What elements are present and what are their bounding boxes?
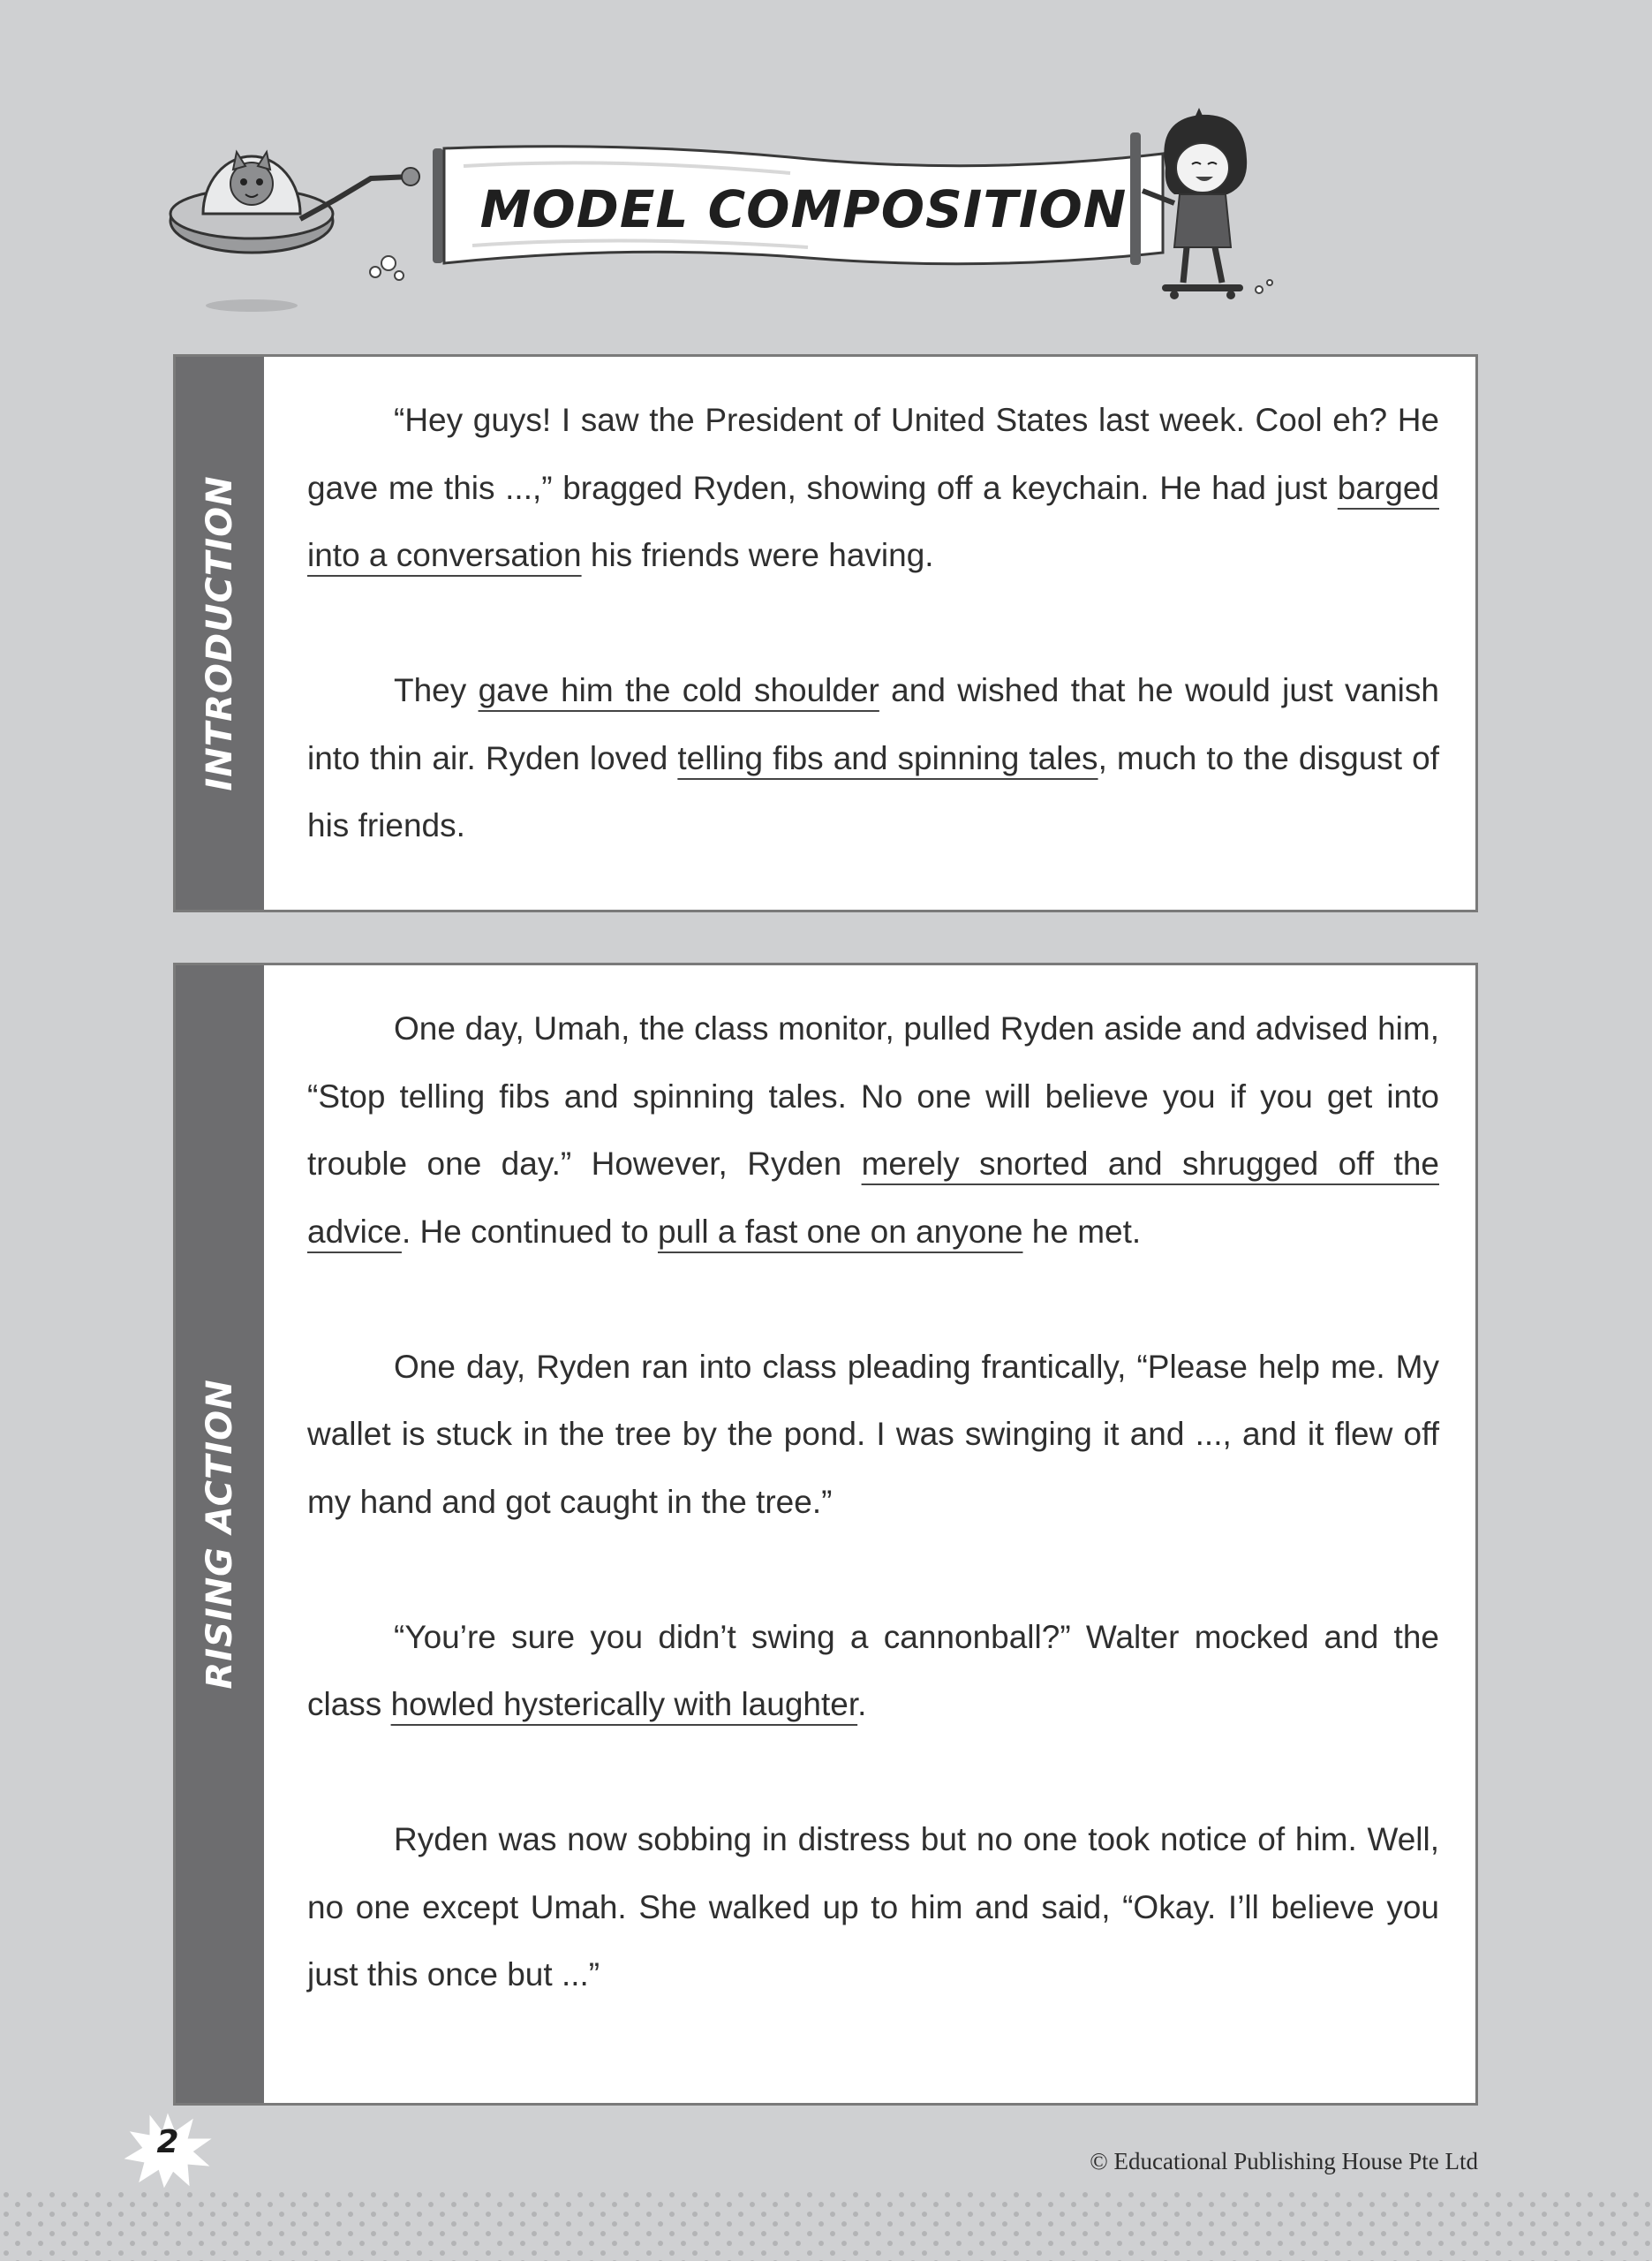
text-run: “You’re sure you didn’t swing a cannonball?” Walter mocked and the class: [307, 1618, 1439, 1722]
text-run: his friends were having.: [581, 537, 934, 573]
section-label: RISING ACTION: [200, 1379, 240, 1690]
text-run: “Hey guys! I saw the President of United States last week. Cool eh? He gave me this ...,” bragged Ryden, showing off a keychain. He had just: [307, 402, 1439, 506]
underlined-phrase: pull a fast one on anyone: [657, 1213, 1023, 1250]
page-number: 2: [156, 2124, 179, 2160]
dotted-footer-pattern: [0, 2189, 1652, 2261]
section-sidebar: [176, 357, 264, 910]
paragraph: [307, 387, 1439, 590]
underlined-phrase: telling fibs and spinning tales: [677, 739, 1098, 776]
paragraph: [307, 1806, 1439, 2009]
underlined-phrase: merely snorted and shrugged off the advice: [307, 1146, 1439, 1250]
page-title: MODEL COMPOSITION: [479, 179, 1128, 239]
text-run: .: [857, 1686, 867, 1722]
text-run: They: [394, 672, 479, 708]
underlined-phrase: barged into a conversation: [307, 469, 1439, 573]
text-run: , much to the disgust of his friends.: [307, 739, 1439, 843]
text-run: . He continued to: [401, 1213, 658, 1250]
introduction-section: [173, 354, 1478, 912]
section-sidebar: [176, 965, 264, 2103]
girl-on-skateboard-illustration: [1130, 106, 1289, 309]
paragraph: [307, 657, 1439, 860]
header-banner: [168, 106, 1289, 318]
section-label: INTRODUCTION: [200, 475, 240, 791]
text-run: Ryden was now sobbing in distress but no one took notice of him. Well, no one except Umah. She walked up to him and said, “Okay. I’ll believe you just this once but ...”: [307, 1821, 1439, 1993]
copyright-notice: © Educational Publishing House Pte Ltd: [1090, 2148, 1478, 2174]
underlined-phrase: gave him the cold shoulder: [478, 672, 879, 708]
text-run: One day, Umah, the class monitor, pulled Ryden aside and advised him, “Stop telling fibs and spinning tales. No one will believe you if you get into trouble one day.” However, Ryden: [307, 1010, 1439, 1182]
text-run: and wished that he would just vanish into thin air. Ryden loved: [307, 672, 1439, 776]
underlined-phrase: howled hysterically with laughter: [390, 1686, 858, 1722]
section-content: [307, 387, 1439, 860]
paragraph: [307, 995, 1439, 1266]
paragraph: [307, 1334, 1439, 1537]
cat-in-ufo-illustration: [168, 115, 459, 318]
text-run: he met.: [1022, 1213, 1142, 1250]
paragraph: [307, 1604, 1439, 1739]
text-run: One day, Ryden ran into class pleading frantically, “Please help me. My wallet is stuck in the tree by the pond. I was swinging it and ..., and it flew off my hand and got caught in the tree.”: [307, 1348, 1439, 1520]
rising-action-section: [173, 963, 1478, 2106]
section-content: [307, 995, 1439, 2009]
